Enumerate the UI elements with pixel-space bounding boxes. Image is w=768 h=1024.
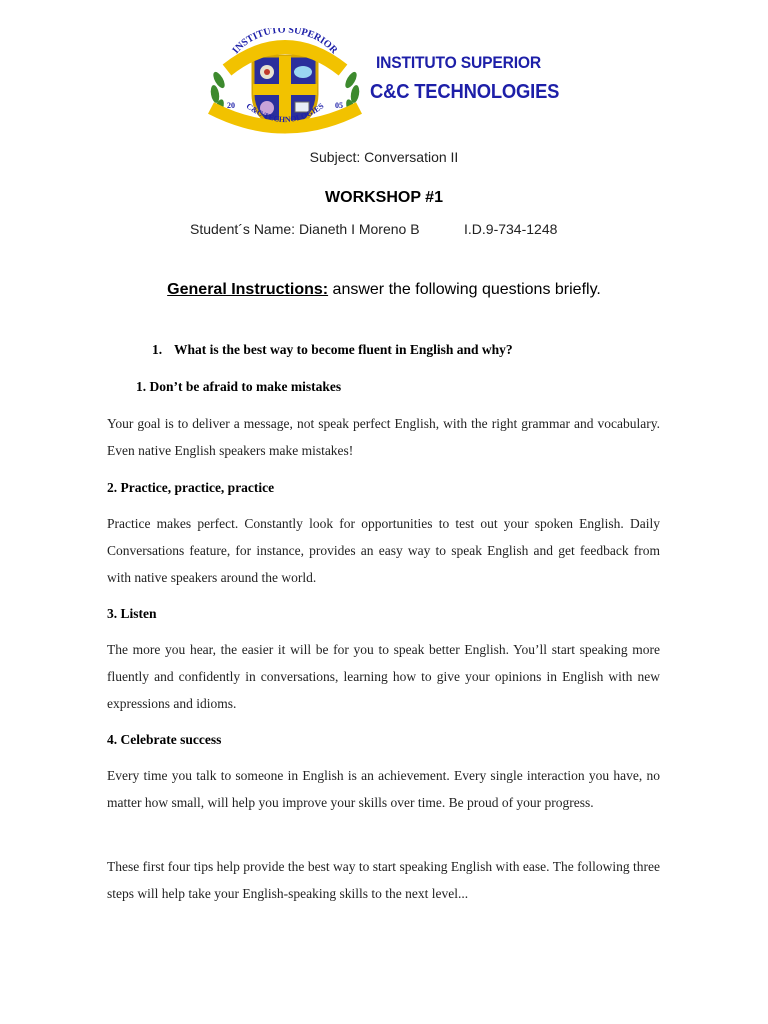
institute-name-line1: INSTITUTO SUPERIOR <box>376 53 541 72</box>
tip-body-3: The more you hear, the easier it will be for you to speak better English. You’ll start speaking more fluently and confidently in conversations, learning how to give your opinions in English with new expressions and idioms. <box>107 642 660 711</box>
tip-body-1: Your goal is to deliver a message, not speak perfect English, with the right grammar and vocabulary. Even native English speakers make mistakes! <box>107 416 660 458</box>
question-1 <box>152 342 513 358</box>
question-number: 1. <box>152 342 163 357</box>
seal-arc-bottom: C&C TECHNOLOGIES <box>244 101 326 125</box>
general-instructions <box>0 281 768 299</box>
seal-year-right: 05 <box>335 101 343 110</box>
student-id: I.D.9-734-1248 <box>464 221 558 237</box>
institute-logo <box>205 28 365 140</box>
seal-arc-top: INSTITUTO SUPERIOR <box>230 28 340 57</box>
tip-body-2: Practice makes perfect. Constantly look for opportunities to test out your spoken English. Daily Conversations feature, for instance, provides an easy way to speak English and get feedback from with native speakers around the world. <box>107 516 660 585</box>
closing-paragraph: These first four tips help provide the best way to start speaking English with ease. The following three steps will help take your English-speaking skills to the next level... <box>107 859 660 901</box>
tip-heading-3: 3. Listen <box>107 606 157 621</box>
seal-icon <box>205 28 365 140</box>
instructions-lead: General Instructions: <box>167 281 329 298</box>
tip-heading-1: 1. Don’t be afraid to make mistakes <box>136 379 342 394</box>
instructions-text: answer the following questions briefly. <box>328 281 601 298</box>
seal-year-left: 20 <box>227 101 235 110</box>
tip-body-4: Every time you talk to someone in English is an achievement. Every single interaction you have, no matter how small, will help you improve your skills over time. Be proud of your progress. <box>107 768 660 810</box>
institute-name-line2: C&C TECHNOLOGIES <box>370 81 560 103</box>
question-text: What is the best way to become fluent in English and why? <box>174 342 513 357</box>
student-name: Student´s Name: Dianeth I Moreno B <box>190 221 420 237</box>
subject-line: Subject: Conversation II <box>309 149 459 165</box>
workshop-title: WORKSHOP #1 <box>325 189 443 206</box>
tip-heading-4: 4. Celebrate success <box>107 732 222 747</box>
tip-heading-2: 2. Practice, practice, practice <box>107 480 275 495</box>
